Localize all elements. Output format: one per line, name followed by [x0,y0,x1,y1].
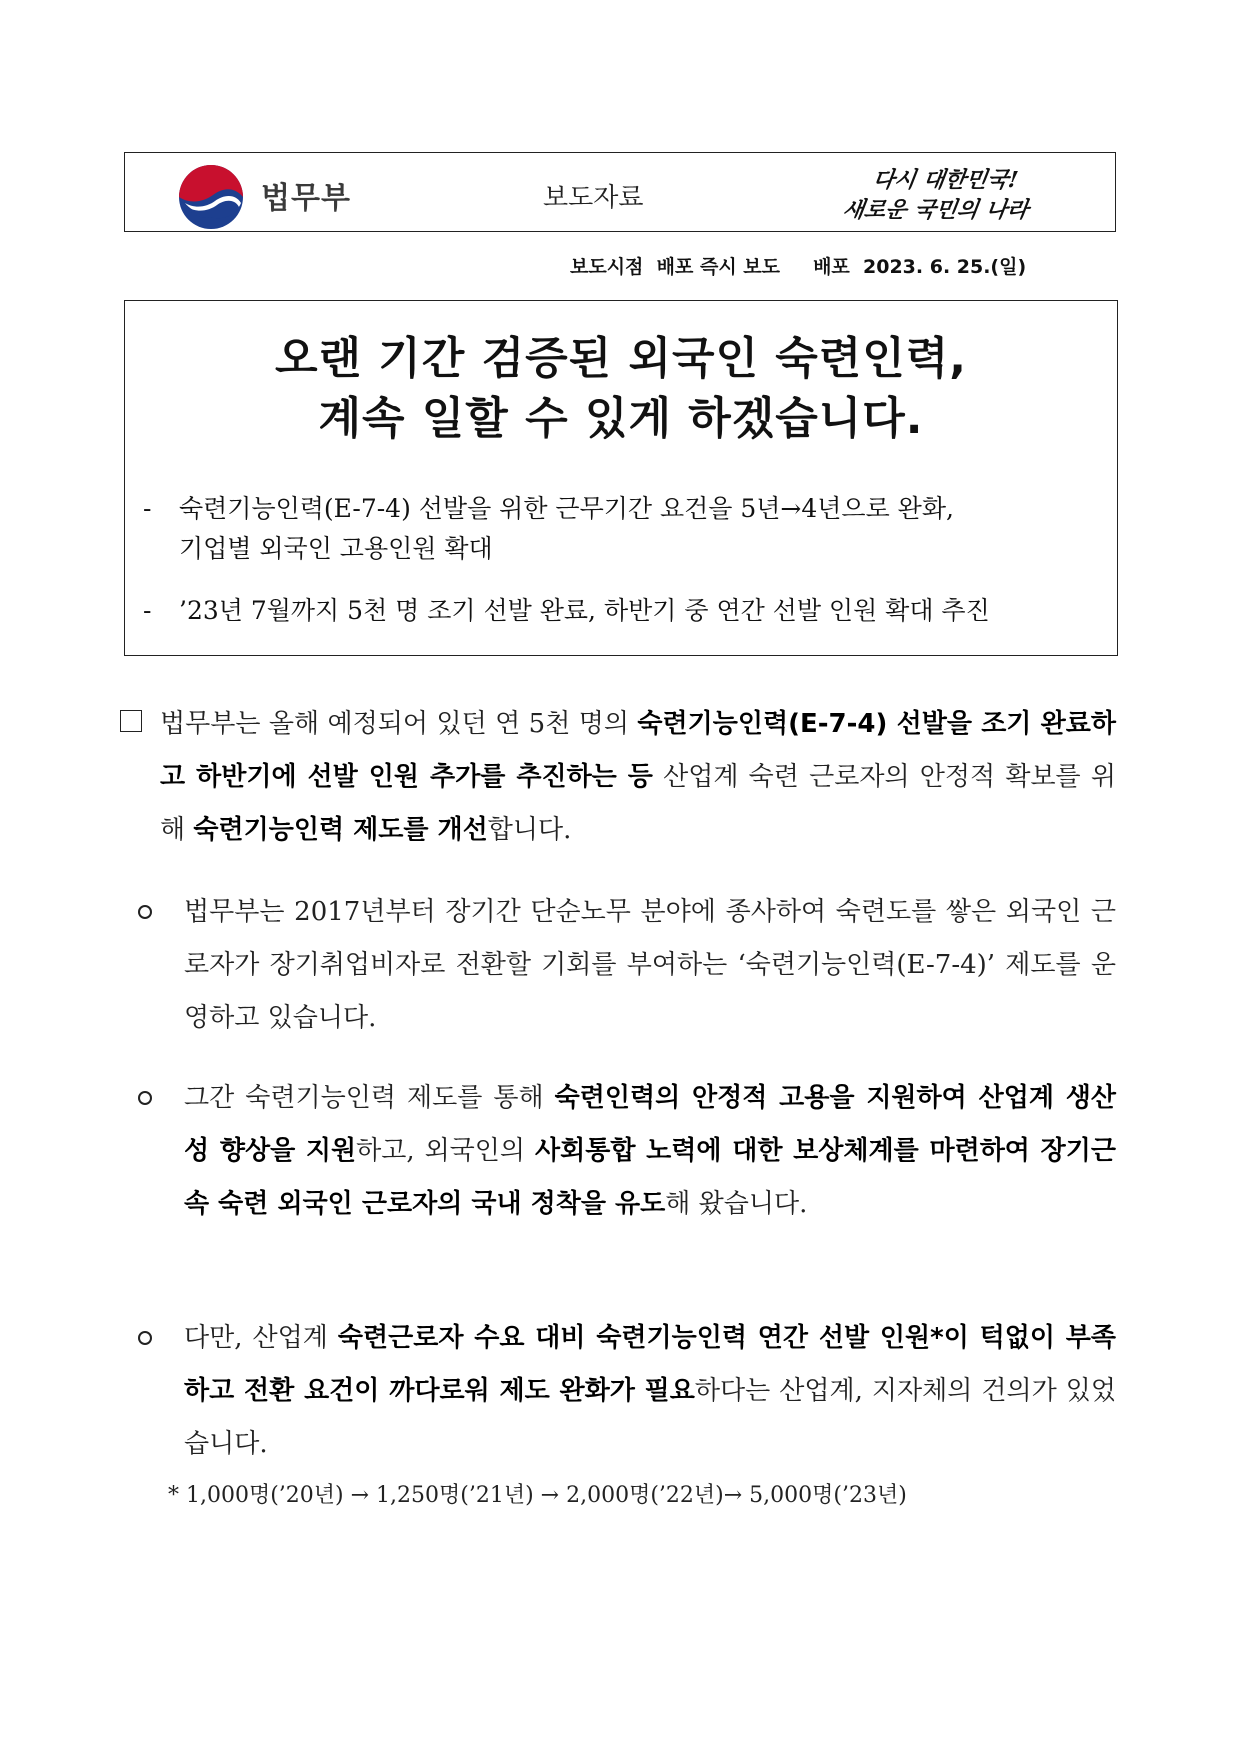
summary-text-line2: 기업별 외국인 고용인원 확대 [179,534,493,563]
title-box [124,300,1118,656]
summary-item [143,591,1103,631]
body-paragraph: 법무부는 2017년부터 장기간 단순노무 분야에 종사하여 숙련도를 쌓은 외국인 근로자가 장기취업비자로 전환할 기회를 부여하는 ‘숙련기능인력(E-7-4)’ 제도를 운영하고 있습니다. [184,897,1116,1033]
checkbox-bullet-icon [120,710,142,732]
footnote: * 1,000명(’20년) → 1,250명(’21년) → 2,000명(’22년)→ 5,000명(’23년) [168,1483,907,1508]
circle-bullet-icon [138,1091,152,1105]
ministry-name: 법무부 [261,181,351,216]
slogan-line2: 새로운 국민의 나라 [841,197,1031,223]
summary-text-line1: 숙련기능인력(E-7-4) 선발을 위한 근무기간 요건을 5년→4년으로 완화, [179,494,954,523]
summary-dash: - [143,494,152,523]
circle-bullet-icon [138,905,152,919]
press-header [124,152,1116,232]
release-info: 보도시점 배포 즉시 보도 배포 2023. 6. 25.(일) [570,256,1027,278]
summary-dash: - [143,596,152,625]
circle-bullet-icon [138,1331,152,1345]
title-line2: 계속 일할 수 있게 하겠습니다. [318,393,924,444]
slogan [841,165,1089,225]
body-paragraph: 법무부는 올해 예정되어 있던 연 5천 명의 숙련기능인력(E-7-4) 선발을 조기 완료하고 하반기에 선발 인원 추가를 추진하는 등 산업계 숙련 근로자의 안정적 확보를 위해 숙련기능인력 제도를 개선합니다. [160,709,1116,845]
body-paragraph: 그간 숙련기능인력 제도를 통해 숙련인력의 안정적 고용을 지원하여 산업계 생산성 향상을 지원하고, 외국인의 사회통합 노력에 대한 보상체계를 마련하여 장기근속 숙련 외국인 근로자의 국내 정착을 유도해 왔습니다. [184,1083,1116,1219]
slogan-line1: 다시 대한민국! [871,167,1020,193]
body-paragraph: 다만, 산업계 숙련근로자 수요 대비 숙련기능인력 연간 선발 인원*이 턱없이 부족하고 전환 요건이 까다로워 제도 완화가 필요하다는 산업계, 지자체의 건의가 있었습니다. [184,1323,1116,1459]
government-emblem-icon [177,163,245,231]
title-line1: 오랜 기간 검증된 외국인 숙련인력, [274,333,968,384]
page-title [125,329,1117,449]
doc-type-label: 보도자료 [543,183,644,213]
summary-item [143,489,1103,569]
summary-text-line1: ’23년 7월까지 5천 명 조기 선발 완료, 하반기 중 연간 선발 인원 확대 추진 [179,596,990,625]
